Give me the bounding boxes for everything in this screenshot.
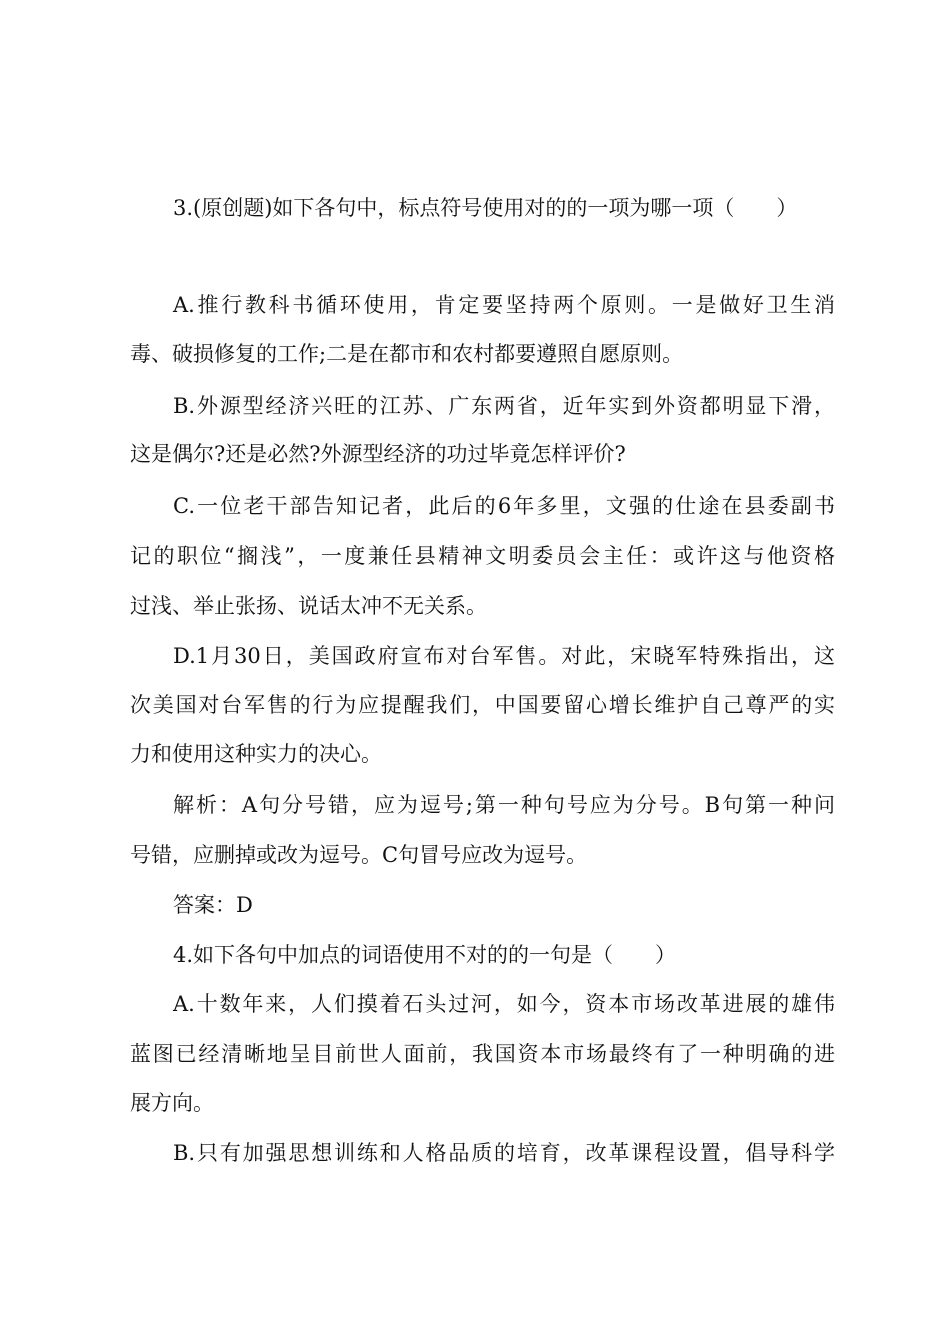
q3-option-c-line-3: 过浅、举止张扬、说话太冲不无关系。 — [130, 594, 487, 618]
q3-option-b-line-2: 这是偶尔?还是必然?外源型经济的功过毕竟怎样评价? — [130, 442, 626, 466]
q4-option-a-line-3: 展方向。 — [130, 1091, 214, 1115]
question-4-stem: 4.如下各句中加点的词语使用不对的的一句是（ ） — [173, 943, 677, 967]
q3-option-d-line-3: 力和使用这种实力的决心。 — [130, 742, 382, 766]
q3-option-c-line-2: 记的职位“搁浅”，一度兼任县精神文明委员会主任：或许这与他资格 — [130, 544, 835, 568]
q3-option-a-line-1: A.推行教科书循环使用，肯定要坚持两个原则。一是做好卫生消 — [173, 293, 835, 317]
q3-option-d-line-1: D.1月30日，美国政府宣布对台军售。对此，宋晓军特殊指出，这 — [173, 644, 835, 668]
q3-analysis-line-1: 解析：A句分号错，应为逗号;第一种句号应为分号。B句第一种问 — [173, 793, 835, 817]
q4-option-a-line-2: 蓝图已经清晰地呈目前世人面前，我国资本市场最终有了一种明确的进 — [130, 1042, 835, 1066]
question-3-stem: 3.(原创题)如下各句中，标点符号使用对的的一项为哪一项（ ） — [173, 196, 798, 220]
q4-option-b-line-1: B.只有加强思想训练和人格品质的培育，改革课程设置，倡导科学 — [173, 1141, 835, 1165]
q3-option-a-line-2: 毒、破损修复的工作;二是在都市和农村都要遵照自愿原则。 — [130, 342, 684, 366]
q3-option-c-line-1: C.一位老干部告知记者，此后的6年多里，文强的仕途在县委副书 — [173, 494, 835, 518]
q3-analysis-line-2: 号错，应删掉或改为逗号。C句冒号应改为逗号。 — [130, 843, 588, 867]
q3-option-b-line-1: B.外源型经济兴旺的江苏、广东两省，近年实到外资都明显下滑， — [173, 394, 835, 418]
q3-answer: 答案：D — [173, 893, 253, 917]
q4-option-a-line-1: A.十数年来，人们摸着石头过河，如今，资本市场改革进展的雄伟 — [173, 992, 835, 1016]
q3-option-d-line-2: 次美国对台军售的行为应提醒我们，中国要留心增长维护自己尊严的实 — [130, 693, 835, 717]
